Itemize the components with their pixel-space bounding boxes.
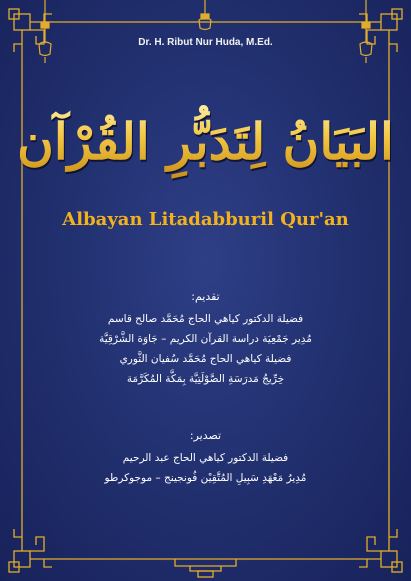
book-title-latin: Albayan Litadabburil Qur'an bbox=[62, 209, 349, 230]
foreword-line: خِرِّيجُ مَدرَسَةِ الصَّوْلَتِيَّة بِمَكَّة المُكَرَّمَة bbox=[126, 373, 285, 385]
foreword-section bbox=[40, 290, 371, 389]
endorsement-heading: تصدير: bbox=[189, 429, 222, 442]
author-name: Dr. H. Ribut Nur Huda, M.Ed. bbox=[138, 37, 273, 48]
foreword-line: مُدِير جَمْعِيَة دراسة القرآن الكريم – جَاوَة الشَّرْقِيَّة bbox=[99, 333, 312, 345]
book-title-arabic: البَيَانُ لِتَدَبُّرِ القُرْآن bbox=[0, 102, 411, 182]
foreword-line: فضيلة الدكتور كياهي الحاج مُحَمَّد صالح قاسم bbox=[107, 313, 304, 325]
foreword-heading: تقديم: bbox=[191, 290, 220, 303]
foreword-line: فضيلة كياهي الحاج مُحَمَّد سُفيان الثَّوري bbox=[119, 353, 292, 365]
endorsement-section bbox=[40, 429, 371, 488]
endorsement-line: مُدِيرُ مَعْهَدِ سَبِيلِ المُتَّقِيْن فُونجينج – موجوكرطو bbox=[104, 472, 307, 484]
endorsement-line: فضيلة الدكتور كياهي الحاج عبد الرحيم bbox=[122, 452, 289, 464]
